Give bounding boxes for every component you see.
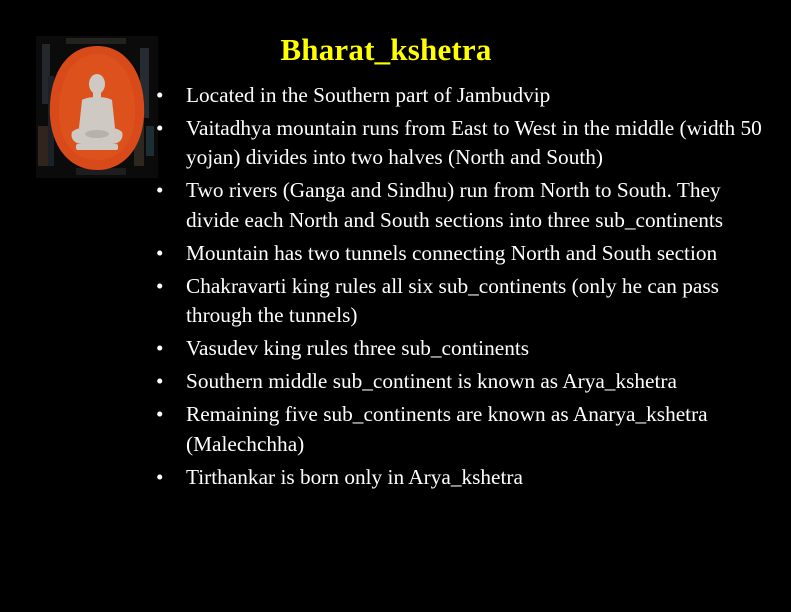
bullet-text: Vaitadhya mountain runs from East to West in the middle (width 50 yojan) divides into two halves (North and South) [186, 116, 762, 170]
bullet-dot: • [156, 336, 164, 361]
bullet-dot: • [156, 369, 164, 394]
list-item [156, 114, 771, 173]
list-item [156, 400, 771, 459]
bullet-dot: • [156, 273, 164, 298]
bullet-dot: • [156, 402, 164, 427]
bullet-text: Vasudev king rules three sub_continents [186, 336, 530, 361]
list-item [156, 272, 771, 331]
bullet-dot: • [156, 240, 164, 265]
bullet-dot: • [156, 178, 164, 203]
slide-title-text: Bharat_kshetra [280, 32, 492, 67]
slide-title [0, 30, 772, 70]
bullet-text: Southern middle sub_continent is known as Arya_kshetra [186, 369, 677, 394]
bullet-text: Remaining five sub_continents are known as Anarya_kshetra (Malechchha) [186, 402, 708, 456]
bullet-text: Located in the Southern part of Jambudvip [186, 83, 551, 107]
bullet-dot: • [156, 83, 164, 107]
bullet-dot: • [156, 464, 164, 489]
list-item [156, 176, 771, 235]
list-item [156, 334, 771, 363]
bullet-text: Tirthankar is born only in Arya_kshetra [186, 464, 523, 489]
bullet-text: Chakravarti king rules all six sub_continents (only he can pass through the tunnels) [186, 273, 719, 328]
list-item [156, 239, 771, 268]
bullet-text: Mountain has two tunnels connecting North and South section [186, 240, 718, 265]
bullet-text: Two rivers (Ganga and Sindhu) run from North to South. They divide each North and South sections into three sub_continents [186, 178, 724, 232]
list-item [156, 81, 771, 110]
bullet-dot: • [156, 116, 164, 140]
bullet-list [156, 81, 771, 496]
list-item [156, 463, 771, 492]
list-item [156, 367, 771, 396]
